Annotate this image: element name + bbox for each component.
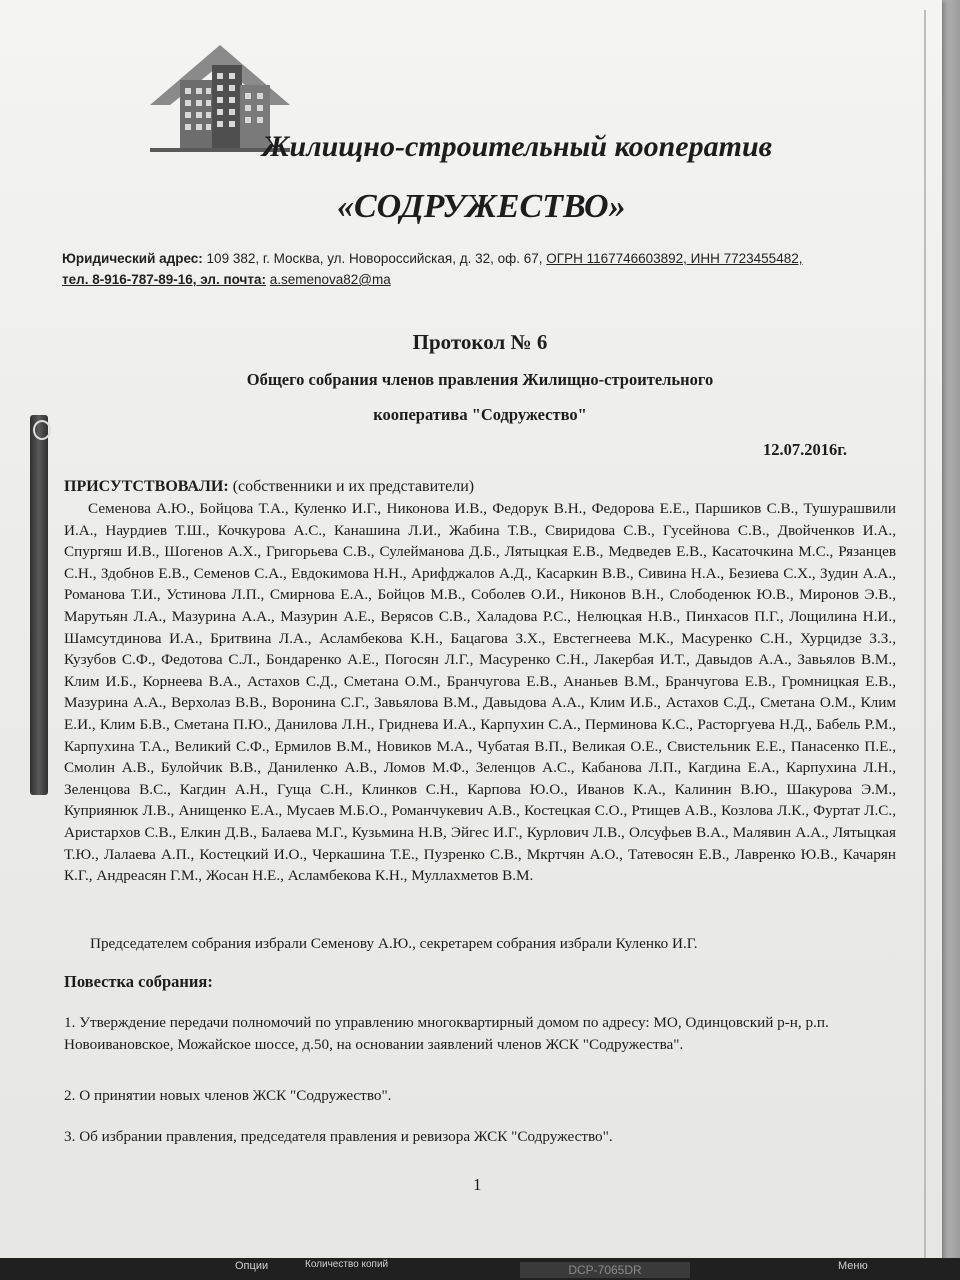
protocol-subtitle-line1: Общего собрания членов правления Жилищно-строительного bbox=[246, 370, 714, 389]
chair-secretary-line: Председателем собрания избрали Семенову А.Ю., секретарем собрания избрали Куленко И.Г. bbox=[90, 935, 698, 952]
page-number: 1 bbox=[473, 1175, 482, 1194]
protocol-date: 12.07.2016г. bbox=[762, 440, 847, 459]
email-text: a.semenova82@ma bbox=[269, 272, 391, 287]
agenda-item-3: 3. Об избрании правления, председателя правления и ревизора ЖСК "Содружество". bbox=[64, 1128, 613, 1145]
address-label: Юридический адрес: bbox=[62, 251, 203, 266]
address-text: 109 382, г. Москва, ул. Новороссийская, д. 32, оф. 67, bbox=[206, 251, 543, 266]
legal-address-block bbox=[62, 248, 902, 290]
phone-email-label: тел. 8-916-787-89-16, эл. почта: bbox=[62, 272, 266, 287]
copier-menu-button[interactable]: Меню bbox=[838, 1260, 868, 1272]
attendance-heading bbox=[64, 478, 474, 496]
attendance-label: ПРИСУТСТВОВАЛИ: bbox=[64, 478, 229, 495]
organization-type-title: Жилищно-строительный кооператив bbox=[262, 130, 773, 163]
ogrn-inn-text: ОГРН 1167746603892, ИНН 7723455482, bbox=[546, 251, 803, 266]
agenda-item-1: 1. Утверждение передачи полномочий по управлению многоквартирный домом по адресу: МО, Одинцовский р-н, р.п. Новоивановское, Можайское шоссе, д.50, на основании заявлений членов ЖСК "Содружества". bbox=[64, 1014, 829, 1053]
binder-strip bbox=[30, 415, 48, 795]
protocol-number: Протокол № 6 bbox=[412, 330, 548, 354]
agenda-item-2: 2. О принятии новых членов ЖСК "Содружество". bbox=[64, 1087, 392, 1104]
page-edge bbox=[924, 10, 926, 1260]
protocol-subtitle-line2: кооператива "Содружество" bbox=[373, 405, 587, 424]
agenda-heading: Повестка собрания: bbox=[64, 972, 213, 991]
copier-panel bbox=[0, 1258, 960, 1280]
copier-model-label: DCP-7065DR bbox=[520, 1262, 690, 1278]
copier-copies-button[interactable]: Количество копий bbox=[305, 1259, 389, 1270]
copier-options-button[interactable]: Опции bbox=[235, 1260, 269, 1272]
organization-name-title: «СОДРУЖЕСТВО» bbox=[337, 188, 626, 225]
attendance-note: (собственники и их представители) bbox=[232, 478, 475, 495]
attendee-list: Семенова А.Ю., Бойцова Т.А., Куленко И.Г., Никонова И.В., Федорук В.Н., Федорова Е.Е., Паршиков С.В., Тушурашвили И.А., Наурдиев Т.Ш., Кочкурова А.С., Канашина Л.И., Жабина Т.В., Свиридова С.В., Гусейнова С.В., Двойченков И.А., Спургяш И.В., Шогенов А.Х., Григорьева С.В., Сулейманова Д.Б., Лятыцкая Е.В., Медведев Е.В., Касаточкина М.С., Рязанцев С.Н., Здобнов Е.В., Семенов С.А., Евдокимова Н.Н., Арифджалов А.Д., Касаркин В.В., Сивина Н.А., Безиева С.Х., Зудин А.А., Романова Т.И., Устинова Л.П., Смирнова Е.А., Бойцов М.В., Соболев О.И., Никонов В.Н., Слободенюк Ю.В., Миронов Э.В., Марутьян Л.А., Мазурина А.А., Мазурин А.Е., Верясов С.В., Халадова Р.С., Нелюцкая Н.В., Пинхасов П.Г., Лощилина Н.И., Шамсутдинова И.А., Бритвина Л.А., Асламбекова К.Н., Бацагова З.Х., Евстегнеева М.К., Масуренко С.Н., Хурцидзе З.З., Кузубов С.Ф., Федотова С.Л., Бондаренко А.Е., Погосян Л.Г., Масуренко С.Н., Лакербая И.Т., Давыдов А.А., Завьялов В.М., Клим И.Б., Корнеева В.А., Астахов С.Д., Сметана О.М., Бранчугова Е.В., Ананьев В.М., Бранчугова Е.В., Громницкая Е.В., Мазурина А.А., Верхолаз В.В., Воронина С.Г., Завьялова В.М., Давыдова А.А., Клим И.Б., Астахов С.Д., Сметана О.М., Клим Е.И., Клим Б.В., Сметана П.Ю., Данилова Л.Н., Гриднева И.А., Карпухин С.А., Перминова К.С., Расторгуева Н.Д., Бабель Р.М., Карпухина Т.А., Великий С.Ф., Ермилов В.М., Новиков М.А., Чубатая В.П., Великая О.Е., Свистельник Е.Е., Панасенко П.Е., Смолин А.В., Булойчик В.В., Даниленко А.В., Ломов М.Ф., Зеленцов А.С., Кабанова Л.П., Кагдина Е.А., Карпухина Л.Н., Зеленцова В.С., Кагдин А.Н., Гуща С.Н., Клинков С.Н., Карпова Ю.О., Иванов К.А., Калинин В.Ю., Шакурова Э.М., Куприянюк Л.В., Анищенко Е.А., Мусаев М.Б.О., Романчукевич А.В., Костецкая С.О., Ртищев А.В., Козлова Л.К., Фуртат Л.С., Аристархов С.В., Елкин Д.В., Балаева М.Г., Кузьмина Н.В, Эйгес И.Г., Курлович Л.В., Олсуфьев В.А., Малявин А.А., Лятыцкая Т.Ю., Лалаева А.П., Костецкий И.О., Черкашина Т.Е., Пузренко С.В., Мкртчян А.О., Татевосян Е.В., Лавренко Ю.В., Качарян К.Г., Андреасян Г.М., Жосан Н.Е., Асламбекова К.Н., Муллахметов В.М. bbox=[64, 500, 896, 885]
binder-ring-icon bbox=[33, 420, 51, 440]
